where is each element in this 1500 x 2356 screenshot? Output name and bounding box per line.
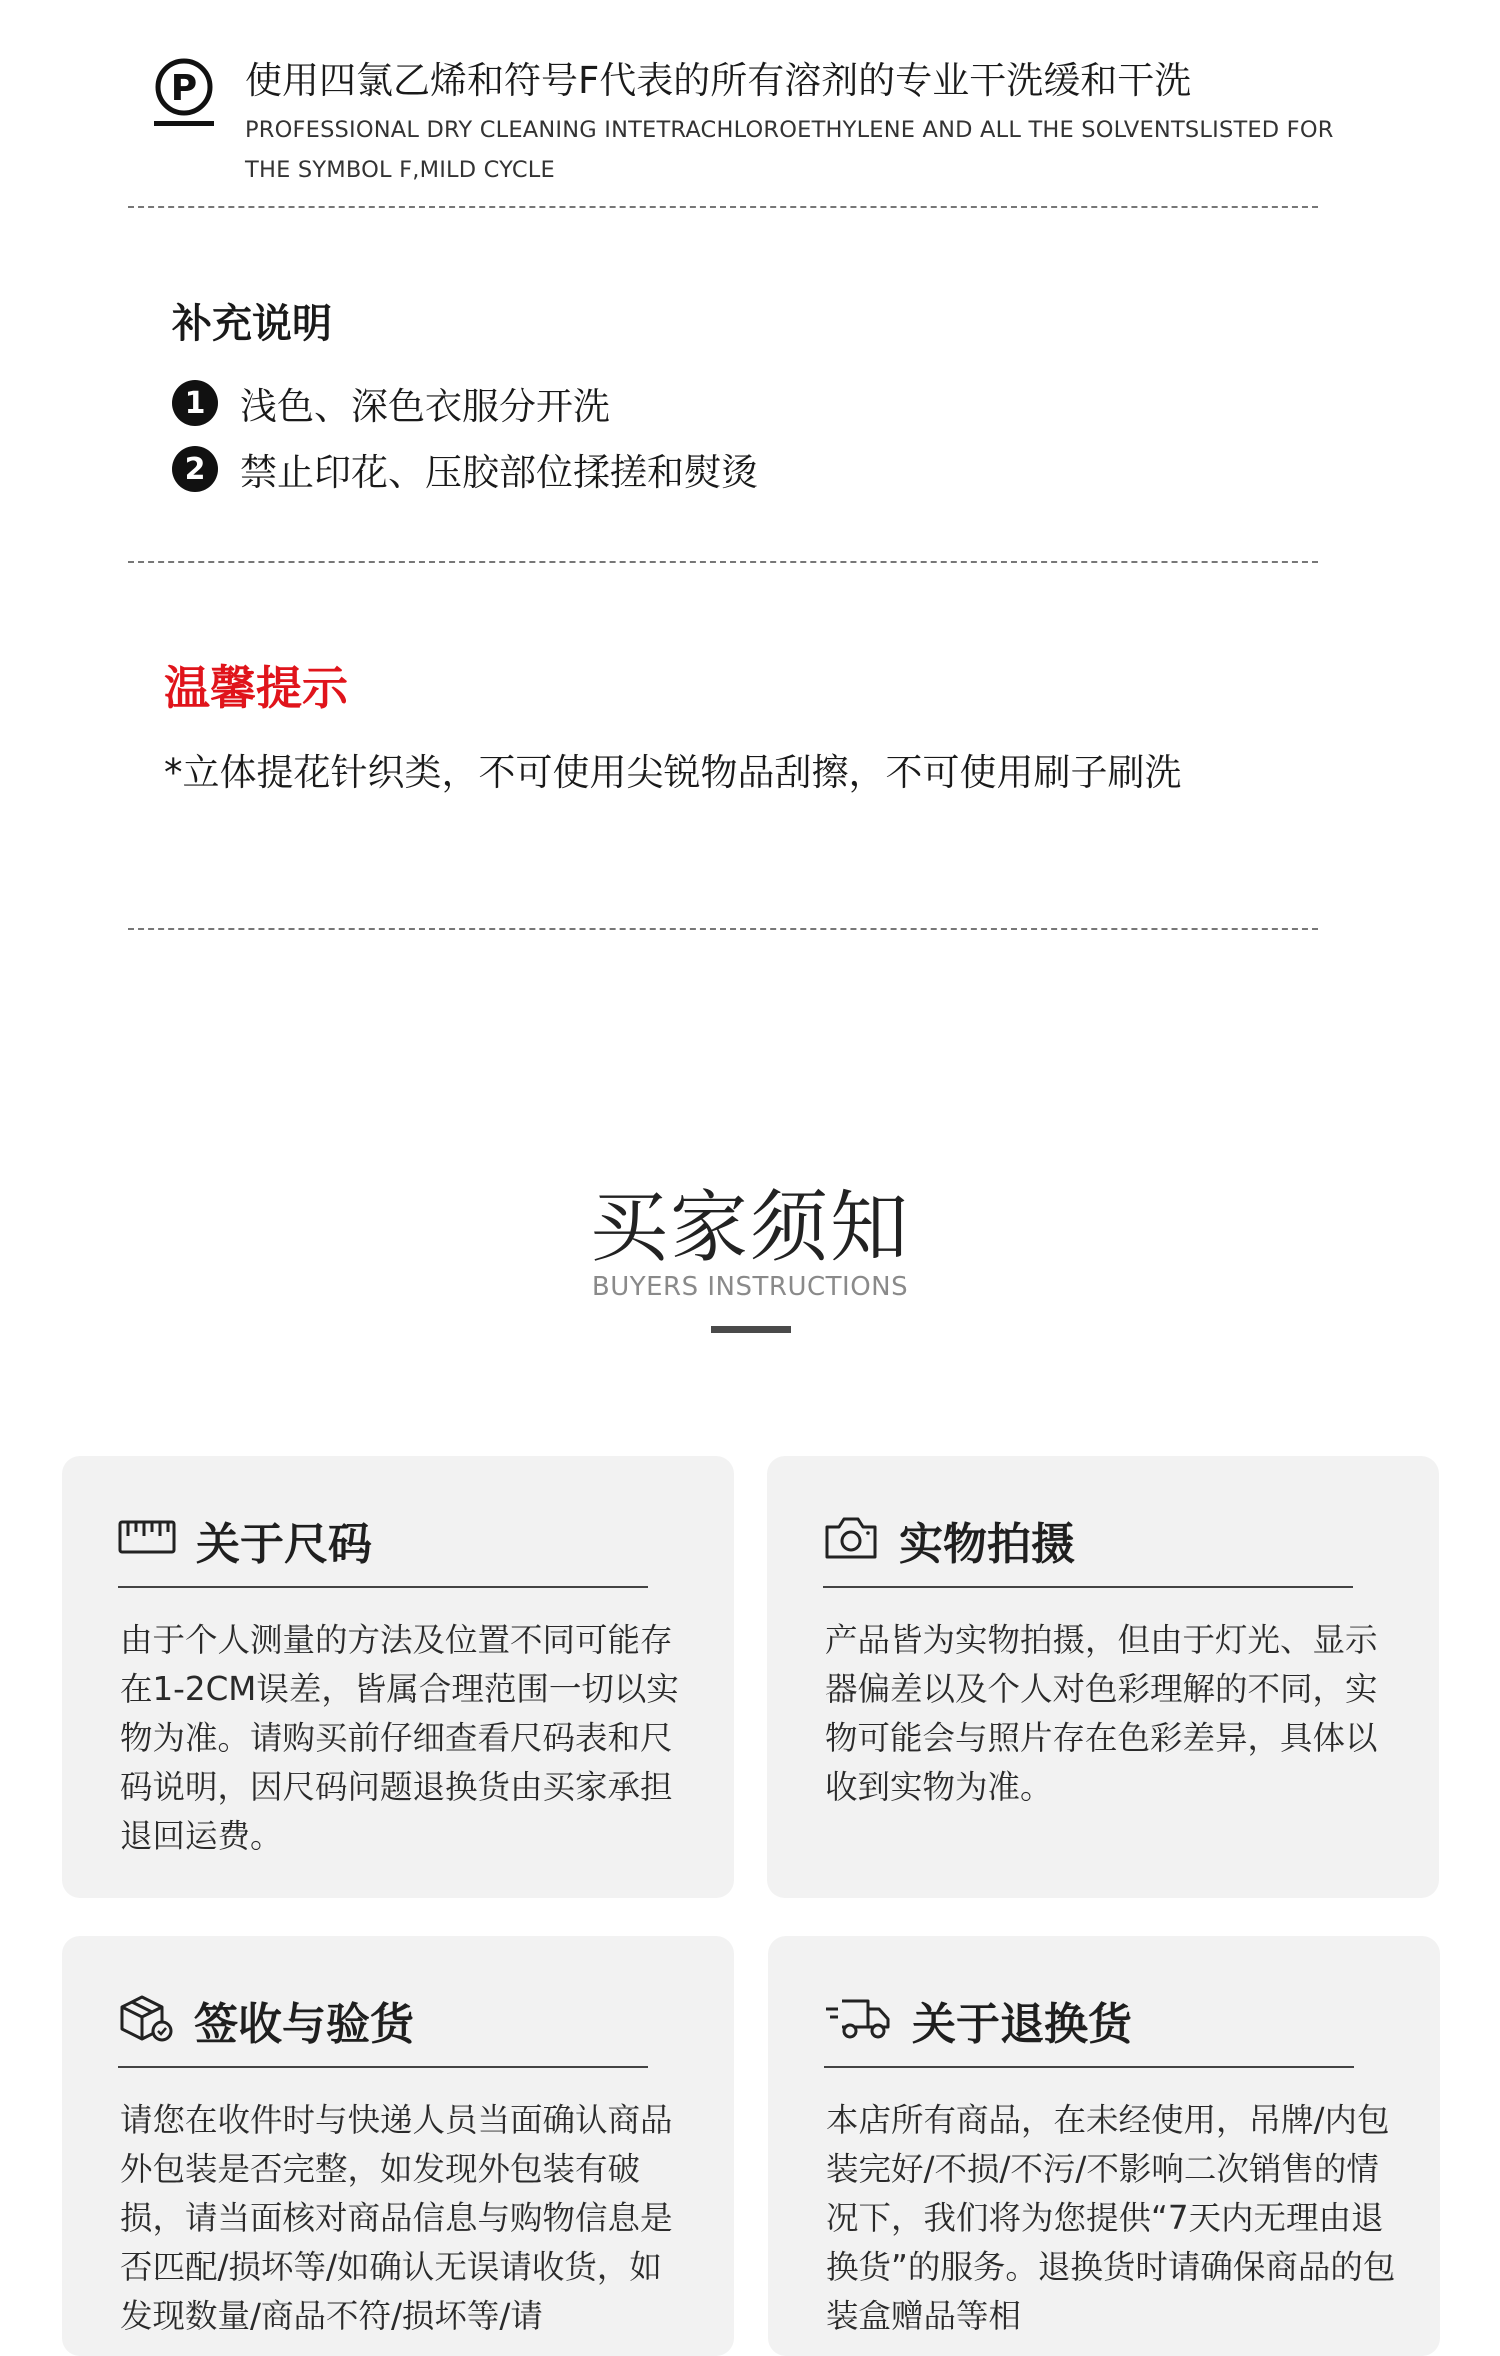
dry-clean-instruction-en: PROFESSIONAL DRY CLEANING INTETRACHLOROETHYLENE AND ALL THE SOLVENTSLISTED FOR THE SYMBOL F,MILD CYCLE bbox=[245, 117, 1334, 183]
card-header bbox=[823, 1508, 1075, 1572]
card-divider bbox=[118, 1586, 648, 1588]
card-title: 实物拍摄 bbox=[899, 1519, 1075, 1570]
card-header bbox=[824, 1988, 1132, 2052]
dashed-divider bbox=[128, 561, 1318, 563]
card-size bbox=[62, 1456, 734, 1898]
card-body: 本店所有商品，在未经使用，吊牌/内包装完好/不损/不污/不影响二次销售的情况下，我们将为您提供“7天内无理由退换货”的服务。退换货时请确保商品的包装盒赠品等相 bbox=[826, 2101, 1396, 2335]
card-title: 关于退换货 bbox=[912, 1999, 1132, 2050]
delivery-truck-icon bbox=[824, 1995, 912, 2045]
tip-text: *立体提花针织类，不可使用尖锐物品刮擦，不可使用刷子刷洗 bbox=[164, 751, 1182, 794]
card-header bbox=[118, 1508, 372, 1572]
card-body: 产品皆为实物拍摄，但由于灯光、显示器偏差以及个人对色彩理解的不同，实物可能会与照片存在色彩差异，具体以收到实物为准。 bbox=[825, 1621, 1378, 1806]
dashed-divider bbox=[128, 206, 1318, 208]
buyers-instructions-title: 买家须知 bbox=[589, 1183, 910, 1273]
card-divider bbox=[823, 1586, 1353, 1588]
card-body: 请您在收件时与快递人员当面确认商品外包装是否完整，如发现外包装有破损，请当面核对商品信息与购物信息是否匹配/损坏等/如确认无误请收货，如发现数量/商品不符/损坏等/请 bbox=[120, 2101, 673, 2335]
card-receive-inspect bbox=[62, 1936, 734, 2356]
card-title: 签收与验货 bbox=[194, 1999, 414, 2050]
professional-dry-clean-icon bbox=[152, 55, 216, 129]
card-photo bbox=[767, 1456, 1439, 1898]
card-header bbox=[118, 1988, 414, 2052]
dry-clean-instruction-cn: 使用四氯乙烯和符号F代表的所有溶剂的专业干洗缓和干洗 bbox=[245, 59, 1192, 102]
card-divider bbox=[824, 2066, 1354, 2068]
card-body: 由于个人测量的方法及位置不同可能存在1-2CM误差，皆属合理范围一切以实物为准。请购买前仔细查看尺码表和尺码说明，因尺码问题退换货由买家承担退回运费。 bbox=[120, 1621, 679, 1855]
ruler-icon bbox=[118, 1520, 196, 1560]
camera-icon bbox=[823, 1515, 899, 1565]
tip-title: 温馨提示 bbox=[164, 661, 348, 715]
svg-text:P: P bbox=[170, 68, 198, 109]
package-check-icon bbox=[118, 1993, 194, 2047]
number-badge-2: 2 bbox=[172, 446, 218, 492]
note-text: 浅色、深色衣服分开洗 bbox=[240, 385, 610, 428]
note-item bbox=[172, 442, 758, 496]
note-text: 禁止印花、压胶部位揉搓和熨烫 bbox=[240, 451, 758, 494]
note-item bbox=[172, 376, 610, 430]
card-divider bbox=[118, 2066, 648, 2068]
notes-title: 补充说明 bbox=[172, 301, 332, 347]
title-underline-bar bbox=[711, 1326, 791, 1333]
card-title: 关于尺码 bbox=[196, 1519, 372, 1570]
number-badge-1: 1 bbox=[172, 380, 218, 426]
buyers-instructions-subtitle: BUYERS INSTRUCTIONS bbox=[591, 1272, 909, 1302]
dashed-divider bbox=[128, 928, 1318, 930]
card-returns bbox=[768, 1936, 1440, 2356]
